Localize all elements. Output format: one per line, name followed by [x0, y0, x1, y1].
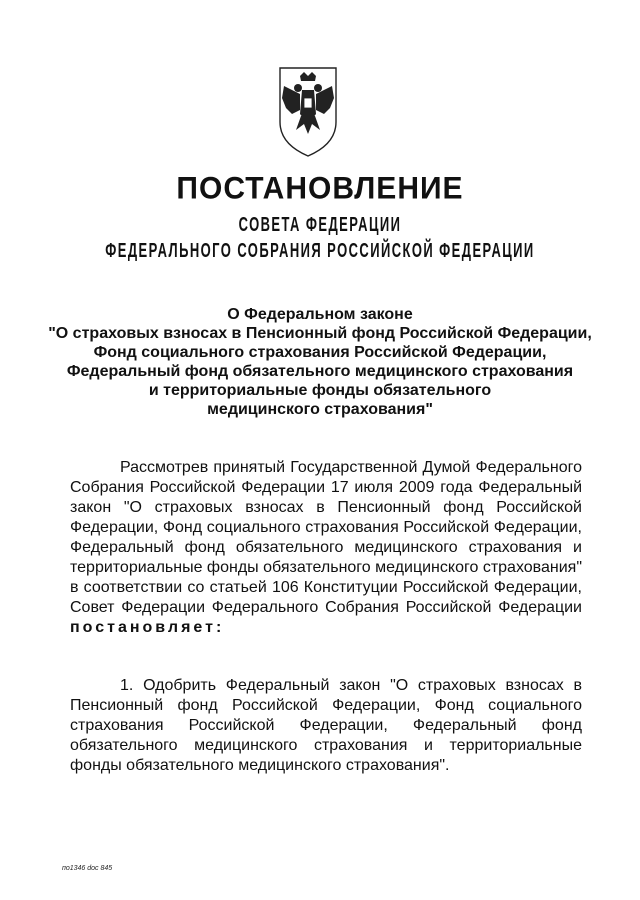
subject-line: О Федеральном законе: [227, 306, 413, 323]
issuer-line-2: ФЕДЕРАЛЬНОГО СОБРАНИЯ РОССИЙСКОЙ ФЕДЕРАЦИИ: [105, 238, 535, 262]
subject-line: и территориальные фонды обязательного: [148, 382, 492, 399]
document-code: по1346 doc 845: [62, 865, 113, 872]
document-title: ПОСТАНОВЛЕНИЕ: [176, 171, 464, 206]
resolves-word: постановляет:: [70, 619, 225, 636]
preamble-paragraph: [70, 458, 582, 638]
subject-line: Федеральный фонд обязательного медицинского страхования: [66, 363, 574, 380]
subject-line: "О страховых взносах в Пенсионный фонд Российской Федерации,: [48, 325, 592, 342]
subject-line: медицинского страхования": [207, 401, 433, 418]
resolution-text: 1. Одобрить Федеральный закон "О страховых взносах в Пенсионный фонд Российской Федерации, Фонд социального страхования Российской Федерации, Федеральный фонд обязательного медицинского страхования и территориальные фонды обязательного медицинского страхования".: [70, 677, 582, 774]
coat-of-arms-icon: [268, 64, 348, 160]
preamble-text: Рассмотрев принятый Государственной Думой Федерального Собрания Российской Федерации 17 июля 2009 года Федеральный закон "О страховых взносах в Пенсионный фонд Российской Федерации, Фонд социального страхования Российской Федерации, Федеральный фонд обязательного медицинского страхования и территориальные фонды обязательного медицинского страхования" в соответствии со статьей 106 Конституции Российской Федерации, Совет Федерации Федерального Собрания Российской Федерации: [70, 459, 582, 616]
document-subject: [40, 305, 600, 419]
issuer-line-1: СОВЕТА ФЕДЕРАЦИИ: [238, 212, 402, 236]
resolution-item-1: [70, 676, 582, 776]
subject-line: Фонд социального страхования Российской Федерации,: [93, 344, 547, 361]
